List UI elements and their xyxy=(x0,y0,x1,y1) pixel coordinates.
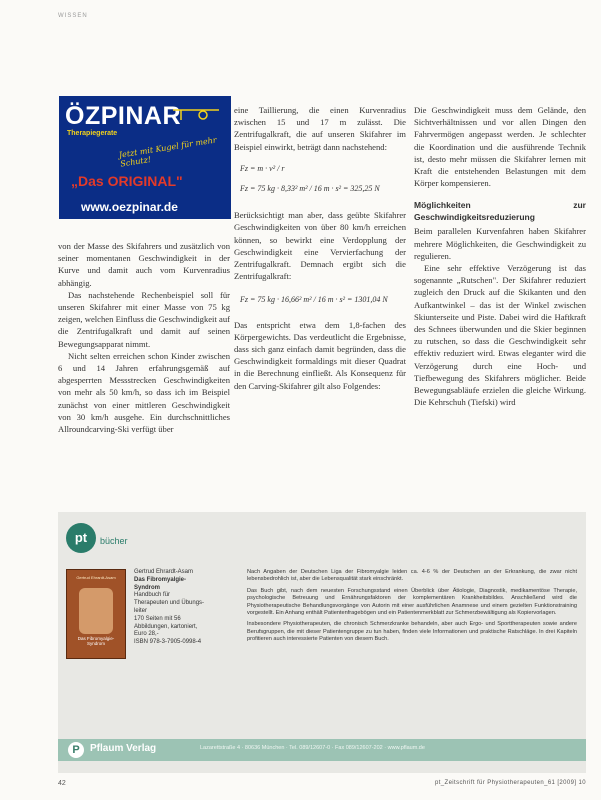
pt-logo: pt xyxy=(66,523,96,553)
paragraph: Beim parallelen Kurvenfahren haben Skifahrer mehrere Möglichkeiten, die Geschwindigkeit zu regulieren. xyxy=(414,226,586,261)
book-subtitle-line3: leiter xyxy=(134,607,148,614)
ad-tagline: Therapiegerate xyxy=(67,130,118,137)
ad-url-link[interactable]: www.oezpinar.de xyxy=(81,200,178,214)
book-details xyxy=(134,569,234,647)
book-subtitle-line2: Therapeuten und Übungs- xyxy=(134,600,205,607)
pt-books-label: bücher xyxy=(100,536,128,546)
paragraph: Eine sehr effektive Verzögerung ist das sogenannte „Rutschen". Der Skifahrer reduziert zugleich den Druck auf die Skikanten und den Aufkantwinkel – das ist der Winkel zwischen Skiunterseite und Piste. Dabei wird die Haftkraft des Schnees überwunden und die Skier beginnen zu rutschen, so dass die Geschwindigkeit sehr effektiv reduziert wird. Etwas eleganter wird die Verzögerung durch eine Hoch- und Tiefbewegung des Skifahrers möglicher. Beide Bewegungsabläufe erzielen die gleiche Wirkung. Die Kehrschuh (Tiefski) wird xyxy=(414,263,586,408)
journal-footer: pt_Zeitschrift für Physiotherapeuten_61 [2009] 10 xyxy=(434,780,586,786)
formula-centrifugal: Fz = m · v² / r xyxy=(240,163,285,173)
page-number: 42 xyxy=(58,780,66,787)
paragraph: Das nachstehende Rechenbeispiel soll für unseren Skifahrer mit einer Masse von 75 kg zeigen, welchen Einfluss die Geschwindigkeit auf die Zentrifugalkraft und damit auf seinen Bewegungsapparat nimmt. xyxy=(58,289,230,349)
book-cover-figure xyxy=(79,588,113,634)
article-column-1 xyxy=(58,240,230,435)
book-cover-author: Gertrud Ehrardt-Asam xyxy=(76,575,116,580)
paragraph: eine Taillierung, die einen Kurvenradius zwischen 15 und 17 m zulässt. Die Zentrifugalkraft, die auf unseren Skifahrer im Beispiel einwirkt, beträgt dann nachstehend: xyxy=(234,105,406,152)
article-column-3 xyxy=(414,104,586,408)
book-title-line1: Das Fibromyalgie- xyxy=(134,576,187,583)
ad-script-slogan: Jetzt mit Kugel für mehr Schutz! xyxy=(118,135,218,169)
ad-brand: ÖZPINAR xyxy=(65,102,181,130)
book-description-paragraph: Das Buch gibt, nach dem neuesten Forschungsstand einen Überblick über Ätiologie, Diagnostik, medikamentöse Therapie, psychologische Betreuung und Ernährungsfaktoren der komplementären Krankheitsbildes. Anschließend wird die Physiotherapeutische Behandlungsvorgänge von Autorin mit einer ausführlichen Anamnese und einem gezielten Funktionstraining vorgestellt. Ein Anhang enthält Patientenfragebögen und ein Patientenmerkblatt zur Schmerzbewältigung als Kopiervorlagen. xyxy=(247,587,577,617)
publisher-name: Pflaum Verlag xyxy=(90,743,157,754)
book-price: Euro 28,- xyxy=(134,631,159,638)
section-label: WISSEN xyxy=(58,13,88,19)
book-description-paragraph: Nach Angaben der Deutschen Liga der Fibromyalgie leiden ca. 4-6 % der Deutschen an der Erkrankung, die zwar nicht lebensbedrohlich ist, aber die Lebensqualität stark einschränkt. xyxy=(247,569,577,583)
book-subtitle-line1: Handbuch für xyxy=(134,592,171,599)
therapy-device-icon xyxy=(171,106,221,122)
ozpinar-advertisement[interactable] xyxy=(59,96,231,219)
formula-example-60kmh: Fz = 75 kg · 16,66² m² / 16 m · s² = 1301,04 N xyxy=(240,295,388,305)
subheading: Möglichkeiten zur Geschwindigkeitsreduzierung xyxy=(414,200,586,223)
book-description-paragraph: Insbesondere Physiotherapeuten, die chronisch Schmerzkranke behandeln, aber auch Ergo- und Sporttherapeuten sowie andere Berufsgruppen, die mit dieser Patientengruppe zu tun haben, finden viele Informationen und praktische Ratschläge. In drei Kapiteln profitieren auch interessierte Patienten von diesem Buch. xyxy=(247,621,577,643)
paragraph: Berücksichtigt man aber, dass geübte Skifahrer Geschwindigkeiten von über 80 km/h erreichen können, so bewirkt eine Verdopplung der Geschwindigkeit eine Vervierfachung der Zentrifugalkraft. Demnach ergibt sich die Zentrifugalkraft: xyxy=(234,210,406,282)
book-description xyxy=(247,569,577,648)
ad-original-label: „Das ORIGINAL" xyxy=(71,173,183,189)
book-binding: Abbildungen, kartoniert, xyxy=(134,623,198,630)
book-isbn: ISBN 978-3-7905-0998-4 xyxy=(134,639,202,646)
book-author: Gertrud Ehrardt-Asam xyxy=(134,569,194,575)
publisher-contact: Lazarettstraße 4 · 80636 München · Tel. 089/12607-0 · Fax 089/12607-202 · www.pflaum.de xyxy=(200,745,425,751)
paragraph: von der Masse des Skifahrers und zusätzlich von seiner momentanen Geschwindigkeit in der Kurve und damit auch vom Kurvenradius abhängig. xyxy=(58,241,230,288)
paragraph: Nicht selten erreichen schon Kinder zwischen 6 und 14 Jahren erfahrungsgemäß auf abgesperrten Messstrecken Geschwindigkeiten von mehr als 50 km/h, so dass ich im Beispiel zunächst von einer mittleren Geschwindigkeit von 30 km/h ausgehe. Ein durchschnittliches Allroundcarving-Ski verfügt über xyxy=(58,350,230,435)
pflaum-logo-icon: P xyxy=(68,742,84,758)
book-title-line2: Syndrom xyxy=(134,584,161,591)
paragraph: Die Geschwindigkeit muss dem Gelände, den Sichtverhältnissen und vor allen Dingen den Fahrvermögen angepasst werden. Je schlechter die Koordination und die ausführende Technik ist, desto mehr müssen die Skifahrer lernen mit Kraft die entstehenden Belastungen mit dem Körper kompensieren. xyxy=(414,105,586,189)
book-cover-image[interactable] xyxy=(66,569,126,659)
book-pages: 170 Seiten mit 56 xyxy=(134,615,181,622)
formula-example-30kmh: Fz = 75 kg · 8,33² m² / 16 m · s² = 325,25 N xyxy=(240,184,380,194)
article-column-2 xyxy=(234,104,406,392)
book-cover-title: Das Fibromyalgie-Syndrom xyxy=(77,636,115,646)
paragraph: Das entspricht etwa dem 1,8-fachen des Körpergewichts. Das verdeutlicht die Ergebnisse, dass sich ganz einfach damit begründen, dass die Geschwindigkeit formaldings mit dieser Quadrat in die Berechnung einfließt. Als Konsequenz für den Carving-Skifahrer gilt also Folgendes: xyxy=(234,319,406,391)
